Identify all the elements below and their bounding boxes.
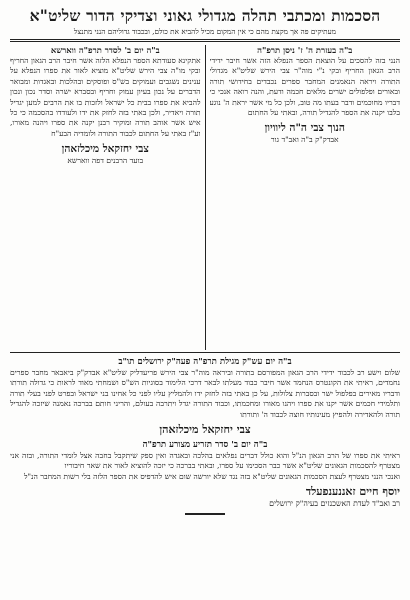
second-letter-date: ב"ה יום ב' סדר תזריע מצורע תרפ"ה — [142, 440, 268, 451]
third-letter-text: ואנכי הנני מצטרף לעצת הסכמות הגאונים שליט"א בזה נגד שלא יורשה שום איש להדפיס את הספר הלזה בלי רשות המחבר הנ"ל — [23, 471, 400, 481]
right-column — [210, 45, 401, 350]
header-rule — [10, 39, 400, 42]
third-letter-signature: יוסף חיים זאננענפעלד — [305, 485, 400, 499]
left-column-signature: צבי יחזקאל מיכלזאהן — [61, 143, 149, 156]
two-column-section — [10, 45, 400, 350]
full-width-section — [10, 356, 400, 515]
right-column-signature-title: אבדק"ק ב"ה ואב"ד גור — [270, 135, 339, 145]
left-column — [10, 45, 201, 350]
third-letter-signature-title: רב ואב"ד לעדת האשכנזים בעיה"ק ירושלים — [269, 499, 400, 509]
page-title: הסכמות ומכתבי תהלה מגדולי גאוני וצדיקי הדור שליט"א — [29, 6, 381, 25]
full-width-date: ב"ה יום עש"ק מגילת תרפ"ה פעה"ק ירושלים תו"ב — [118, 357, 292, 367]
full-width-text: שלום וישע רב לכבוד ידידי הרב הגאון המפורסם בתורה וביראה מוה"ר צבי הירש פריעדליק שליט"א אבדק"ק ביאבאר מחבר ספרים נחמדים, ראיתי את הקונטרס הנחמד אשר חיבר כבוד מעלתו לבאר דרכי הלימוד בסוגיות הש"ס ושמחתי מאוד לראות כי גדולה תורתו ודבריו מאירים בפלפול ישר ובסברות צלולות, על כן באתי בזה לחזק ידו ולהמליץ עליו לפני כל אחינו בני ישראל ובפרט לפני בעלי תורה ותלמידי חכמים אשר יקנו את ספרו ויהנו מאורו ומחכמתו, וכבוד התורה יגדל ויתרבה בעולם, והריני חותם בברכה נאמנה שיזכה להגדיל תורה ולהאדירה ולהפיץ מעינותיו חוצה לכבוד ה' ותורתו — [10, 368, 400, 419]
right-column-text: הנני בזה להסכים על הוצאת הספר הנפלא הזה אשר חיבר ידידי הרב הגאון החריף ובקי נ"י מוה"ר צבי הירש שליט"א מגדולי התורה ויראה הנאמנים המחבר ספרים נכבדים בחידושי תורה ובאורים ופלפולים ישרים מלאים חכמה ודעת, והנה רואה אנכי כי דבריו מחוכמים ודבר בעתו מה טוב, ולכן כל מי אשר יראת ה' נוגע בלבו יקנה את הספר להגדיל תורה, ובאתי על החתום — [209, 56, 400, 118]
left-column-text: אתקינא סעודתא הספר הנפלא הלזה אשר חיבר הרב הגאון החריף ובקי מו"ה צבי הירש שליט"א מוציא לאור את ספרו הנפלא על ענינים נשגבים ועמוקים בש"ס ופוסקים ובהלכות ובאגדות ומבואר הדברים על נכון בעיון עמוק וחריף ובסברא ישרה וסדר נכון ונכון להביא את ספרו בבית כל ישראל ולזכות בו את הרבים למען יגדיל תורה ויאדיר, ולכן באתי בזה לחזק את ידו ולעודדו בהסכמה כי כל איש אשר אוהב תורה ומוקיר רבנן יקנה את ספרו ויהנה מאורו, וע"ז באתי על החתום לכבוד התורה ולומדיה הבע"ח — [10, 56, 201, 138]
end-rule — [185, 513, 225, 515]
left-column-signature-title: בועד הרבנים דפה ווארשא — [67, 156, 144, 166]
section-rule — [10, 352, 400, 353]
right-column-signature: הנוך צבי ה"ה ליוויון — [264, 122, 345, 135]
page-subtitle: מעתיקים פה אך מקצת מהם כי אין המקום מכיל להביא את כולם, ובכבוד גדוליהם הנני מתנצל — [73, 27, 337, 36]
full-width-signature: צבי יחזקאל מיכלזאהן — [159, 423, 251, 437]
column-divider — [205, 45, 206, 350]
left-column-date: ב"ה יום ב' לסדר תרפ"ה ווארשא — [50, 45, 160, 55]
second-letter-text: ראיתי את ספרו של הרב הגאון הנ"ל והוא כולל דברים נפלאים בהלכה ובאגדה ואין ספק שיתקבל בחבה אצל לומדי התורה, ובזה אני מצטרף להסכמות הגאונים שליט"א אשר כבר הסכימו על ספרו, ובאתי בברכה כי יזכה להוציא לאור את שאר חיבוריו — [10, 451, 400, 471]
right-column-date: ב"ה בעזרת ה' ז' ניסן תרפ"ה — [257, 45, 353, 55]
